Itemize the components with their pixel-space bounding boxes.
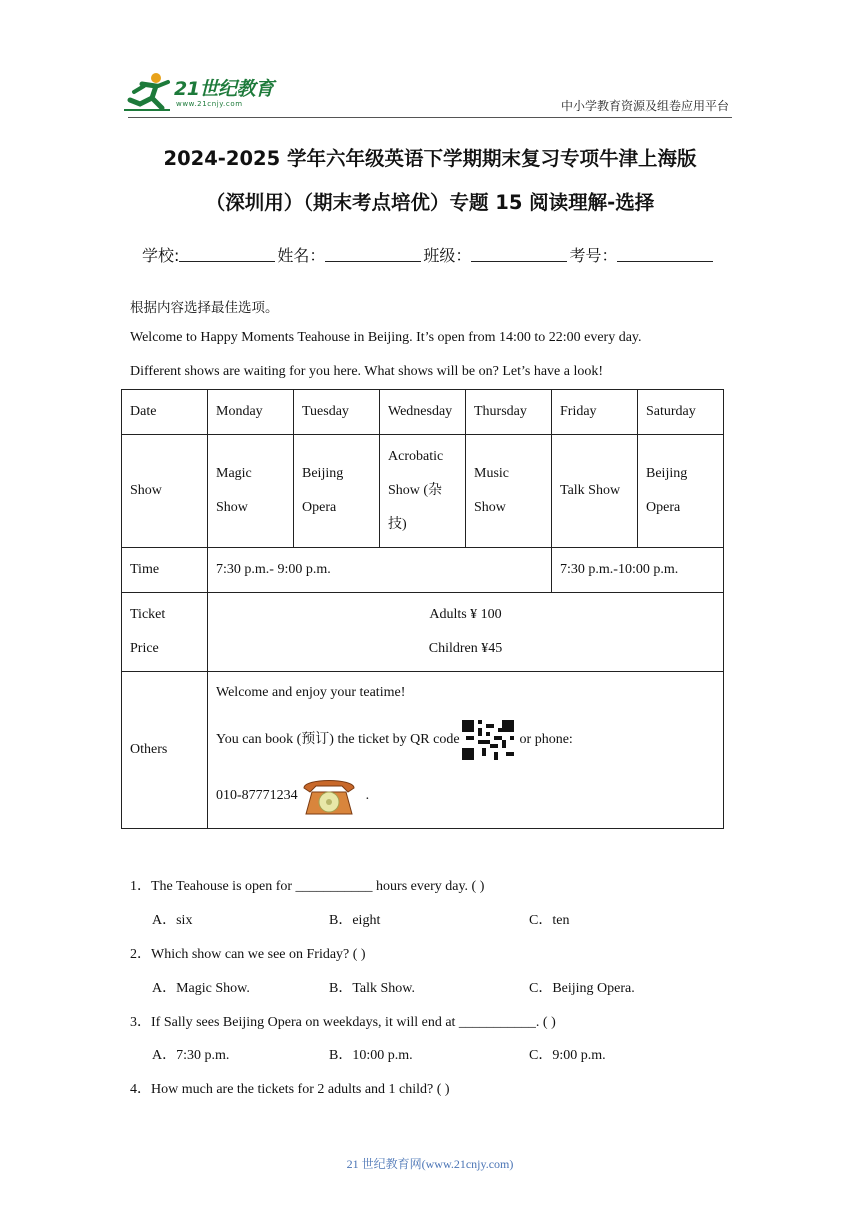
table-cell: Date	[122, 390, 208, 435]
table-cell: Talk Show	[552, 435, 638, 548]
table-cell: Beijing Opera	[294, 435, 380, 548]
option-c[interactable]: C．ten	[529, 913, 570, 928]
table-cell: Tuesday	[294, 390, 380, 435]
phone-period: .	[365, 788, 370, 804]
table-cell	[208, 593, 724, 672]
table-cell: Acrobatic Show (杂技)	[380, 435, 466, 548]
telephone-icon	[298, 774, 360, 818]
others-book-line	[216, 720, 715, 760]
others-phone-line	[216, 774, 715, 818]
question-2: 2．Which show can we see on Friday? ( )	[130, 947, 366, 962]
instruction: 根据内容选择最佳选项。	[130, 300, 279, 316]
option-a[interactable]: A．Magic Show.	[152, 981, 250, 996]
class-label: 班级：	[423, 246, 472, 265]
name-label: 姓名：	[277, 246, 326, 265]
price-children: Children ¥45	[428, 641, 503, 656]
table-row	[122, 390, 724, 435]
table-cell	[208, 672, 724, 829]
table-row	[122, 593, 724, 672]
price-label-line: Ticket	[130, 607, 166, 622]
table-cell: Monday	[208, 390, 294, 435]
qr-code-icon[interactable]	[462, 720, 514, 760]
price-label-line: Price	[130, 641, 159, 656]
number-label: 考号：	[569, 246, 618, 265]
table-cell: Magic Show	[208, 435, 294, 548]
question-1: 1．The Teahouse is open for ___________ hours every day. ( )	[130, 879, 485, 894]
question-2-options	[152, 977, 712, 997]
table-row	[122, 435, 724, 548]
table-cell: Music Show	[466, 435, 552, 548]
number-field[interactable]	[617, 243, 713, 262]
price-adults: Adults ¥ 100	[429, 607, 502, 622]
question-1-options	[152, 909, 712, 929]
intro-line-2: Different shows are waiting for you here. What shows will be on? Let’s have a look!	[130, 364, 604, 379]
option-b[interactable]: B．10:00 p.m.	[329, 1048, 413, 1063]
table-cell	[122, 593, 208, 672]
table-cell: 7:30 p.m.- 9:00 p.m.	[208, 548, 552, 593]
table-cell: Friday	[552, 390, 638, 435]
table-cell: Thursday	[466, 390, 552, 435]
header-divider	[128, 117, 732, 118]
option-b[interactable]: B．eight	[329, 913, 381, 928]
question-3-options	[152, 1044, 712, 1064]
student-info-row	[142, 243, 715, 266]
question-3: 3．If Sally sees Beijing Opera on weekdays, it will end at ___________. ( )	[130, 1015, 556, 1030]
option-b[interactable]: B．Talk Show.	[329, 981, 416, 996]
table-cell: Saturday	[638, 390, 724, 435]
table-cell: Others	[122, 672, 208, 829]
table-cell: Time	[122, 548, 208, 593]
logo-url: www.21cnjy.com	[176, 100, 243, 108]
intro-line-1: Welcome to Happy Moments Teahouse in Beijing. It’s open from 14:00 to 22:00 every day.	[130, 330, 642, 345]
option-a[interactable]: A．7:30 p.m.	[152, 1048, 230, 1063]
table-row	[122, 548, 724, 593]
phone-number: 010-87771234	[216, 788, 298, 804]
option-c[interactable]: C．Beijing Opera.	[529, 981, 635, 996]
others-or-phone: or phone:	[519, 732, 573, 748]
option-c[interactable]: C．9:00 p.m.	[529, 1048, 606, 1063]
table-cell: 7:30 p.m.-10:00 p.m.	[552, 548, 724, 593]
platform-text: 中小学教育资源及组卷应用平台	[560, 99, 729, 113]
option-a[interactable]: A．six	[152, 913, 193, 928]
page-subtitle: （深圳用）（期末考点培优）专题 15 阅读理解-选择	[205, 191, 655, 214]
school-label: 学校:	[142, 246, 180, 265]
table-row	[122, 672, 724, 829]
others-book-text: You can book (预订) the ticket by QR code	[216, 732, 460, 748]
name-field[interactable]	[325, 243, 421, 262]
show-schedule-table	[121, 389, 724, 829]
runner-logo-icon	[122, 70, 174, 114]
page-title: 2024-2025 学年六年级英语下学期期末复习专项牛津上海版	[163, 147, 697, 170]
class-field[interactable]	[471, 243, 567, 262]
table-cell: Beijing Opera	[638, 435, 724, 548]
logo-text: 21世纪教育	[174, 78, 274, 100]
question-4: 4．How much are the tickets for 2 adults and 1 child? ( )	[130, 1082, 450, 1097]
table-cell: Show	[122, 435, 208, 548]
school-field[interactable]	[179, 243, 275, 262]
footer-link[interactable]: 21 世纪教育网(www.21cnjy.com)	[346, 1157, 514, 1171]
site-logo	[122, 70, 292, 114]
others-welcome: Welcome and enjoy your teatime!	[216, 685, 406, 700]
table-cell: Wednesday	[380, 390, 466, 435]
